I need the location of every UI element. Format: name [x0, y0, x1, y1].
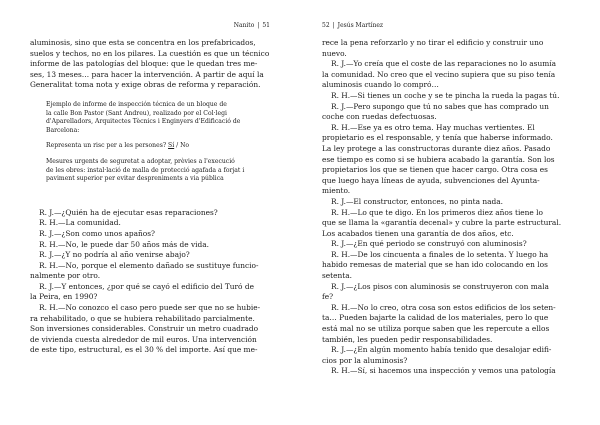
running-head-separator: | — [332, 22, 335, 29]
quote-line: de les obres: instal·lació de malla de protecció agafada a forjat i — [46, 166, 245, 174]
body-line: que luego haya líneas de ayuda, subvenciones del Ayunta- — [322, 175, 540, 185]
body-line: nuevo. — [322, 48, 347, 58]
risk-answer-yes: Sí — [168, 142, 175, 150]
quote-block-measures — [46, 158, 266, 184]
dialogue-line: R. H.—Si tienes un coche y se te pincha la rueda la pagas tú. — [331, 90, 560, 100]
body-line: propietario es el responsable, y tenía que haberse informado. — [322, 133, 553, 143]
quote-block-risk — [46, 142, 266, 151]
quote-line: paviment superior per evitar despreniments a via pública — [46, 175, 224, 183]
dialogue-line: R. J.—Pero supongo que tú no sabes que has comprado un — [331, 101, 549, 111]
body-line: La ley protege a las constructoras durante diez años. Pasado — [322, 143, 551, 153]
dialogue-line: ra rehabilitado, o que se hubiera rehabilitado parcialmente. — [30, 313, 255, 323]
dialogue-line: de vivienda cuesta alrededor de mil euros. Una intervención — [30, 334, 257, 344]
dialogue-line: R. J.—El constructor, entonces, no pinta nada. — [331, 196, 503, 206]
dialogue-line: nalmente por otro. — [30, 271, 101, 281]
body-line: informe de las patologías del bloque: que le quedan tres me- — [30, 59, 258, 69]
body-line: aluminosis, sino que esta se concentra en los prefabricados, — [30, 38, 256, 47]
quote-line-risk — [46, 142, 266, 151]
running-head-title: Nanito — [233, 22, 255, 29]
quote-line: la calle Bon Pastor (Sant Andreu), realizado por el Col·legi — [46, 109, 227, 117]
dialogue-line: R. H.—Ese ya es otro tema. Hay muchas vertientes. El — [331, 122, 535, 132]
body-line: la comunidad. No creo que el vecino supiera que su piso tenía — [322, 69, 556, 79]
running-head-separator: | — [257, 22, 260, 29]
dialogue-line: R. H.—No conozco el caso pero puede ser que no se hubie- — [39, 303, 261, 313]
body-line: habido remesas de material que se han ido colocando en los — [322, 260, 548, 270]
dialogue-line: R. H.—Sí, si hacemos una inspección y vemos una patología — [331, 366, 556, 376]
body-line: fe? — [322, 292, 334, 302]
quote-line: Barcelona: — [46, 126, 80, 134]
running-head-author: Jesús Martínez — [337, 22, 384, 29]
right-running-head — [322, 22, 570, 30]
body-line: ses, 13 meses… para hacer la intervención. A partir de aquí la — [30, 69, 264, 79]
dialogue-line: de este tipo, estructural, es el 30 % del importe. Así que me- — [30, 345, 258, 355]
dialogue-line: R. H.—No, le puede dar 50 años más de vida. — [39, 239, 210, 249]
page-number: 51 — [262, 22, 270, 29]
quote-line: d'Aparelladors, Arquitectes Tècnics i Enginyers d'Edificació de — [46, 118, 241, 126]
dialogue-line: R. J.—¿Los pisos con aluminosis se construyeron con mala — [331, 281, 549, 291]
dialogue-line: R. H.—La comunidad. — [39, 218, 121, 228]
body-line: coche con ruedas defectuosas. — [322, 112, 437, 122]
inspection-report-quote — [46, 101, 266, 184]
page-number: 52 — [322, 22, 330, 29]
body-line: suelos y techos, no en los pilares. La cuestión es que un técnico — [30, 48, 270, 58]
dialogue-line: R. J.—¿Quién ha de ejecutar esas reparaciones? — [39, 207, 218, 217]
risk-answer-no: / No — [174, 142, 190, 150]
body-line: propietarios los que se tienen que hacer cargo. Otra cosa es — [322, 165, 548, 175]
body-line: que se llama la «garantía decenal» y cubre la parte estructural. — [322, 218, 562, 228]
body-line: también, les pueden pedir responsabilidades. — [322, 334, 493, 344]
quote-block-intro — [46, 101, 266, 135]
body-line: aluminosis cuando lo compró… — [322, 80, 439, 90]
dialogue-line: R. J.—¿En qué periodo se construyó con aluminosis? — [331, 239, 527, 249]
dialogue-line: R. H.—No, porque el elemento dañado se sustituye funcio- — [39, 260, 259, 270]
body-line: Los acabados tienen una garantía de dos años, etc. — [322, 228, 514, 238]
body-line: miento. — [322, 186, 351, 196]
quote-line: Mesures urgents de seguretat a adoptar, prèvies a l'execució — [46, 157, 235, 165]
dialogue-line: la Peira, en 1990? — [30, 292, 98, 302]
body-line: rece la pena reforzarlo y no tirar el edificio y construir uno — [322, 38, 544, 47]
dialogue-line: R. J.—Yo creía que el coste de las reparaciones no lo asumía — [331, 59, 557, 69]
risk-question: Representa un risc per a les persones? — [46, 142, 169, 150]
dialogue-line: R. J.—¿En algún momento había tenido que desalojar edifi- — [331, 345, 552, 355]
dialogue-line: R. H.—De los cincuenta a finales de lo setenta. Y luego ha — [331, 249, 549, 259]
quote-line: Ejemplo de informe de inspección técnica de un bloque de — [46, 100, 227, 108]
left-intro — [30, 38, 270, 91]
left-dialogue — [30, 208, 270, 356]
body-line: cios por la aluminosis? — [322, 355, 408, 365]
body-line: ese tiempo es como si se hubiera acabado la garantía. Son los — [322, 154, 555, 164]
section-gap — [30, 184, 270, 208]
dialogue-line: R. H.—No lo creo, otra cosa son estos edificios de los seten- — [331, 302, 556, 312]
body-line: ta… Pueden bajarte la calidad de los materiales, pero lo que — [322, 313, 549, 323]
body-line: setenta. — [322, 271, 352, 281]
dialogue-line: R. H.—Lo que te digo. En los primeros diez años tiene lo — [331, 207, 543, 217]
left-running-head — [30, 22, 270, 30]
dialogue-line: Son inversiones considerables. Construir un metro cuadrado — [30, 324, 259, 334]
dialogue-line: R. J.—¿Son como unos apaños? — [39, 228, 155, 238]
body-line: Generalitat toma nota y exige obras de reforma y reparación. — [30, 80, 261, 90]
right-text — [322, 38, 570, 377]
dialogue-line: R. J.—Y entonces, ¿por qué se cayó el edificio del Turó de — [39, 281, 254, 291]
right-page — [300, 0, 600, 425]
dialogue-line: R. J.—¿Y no podría al año venirse abajo? — [39, 250, 190, 260]
body-line: está mal no se utiliza porque saben que les repercute a ellos — [322, 324, 550, 334]
